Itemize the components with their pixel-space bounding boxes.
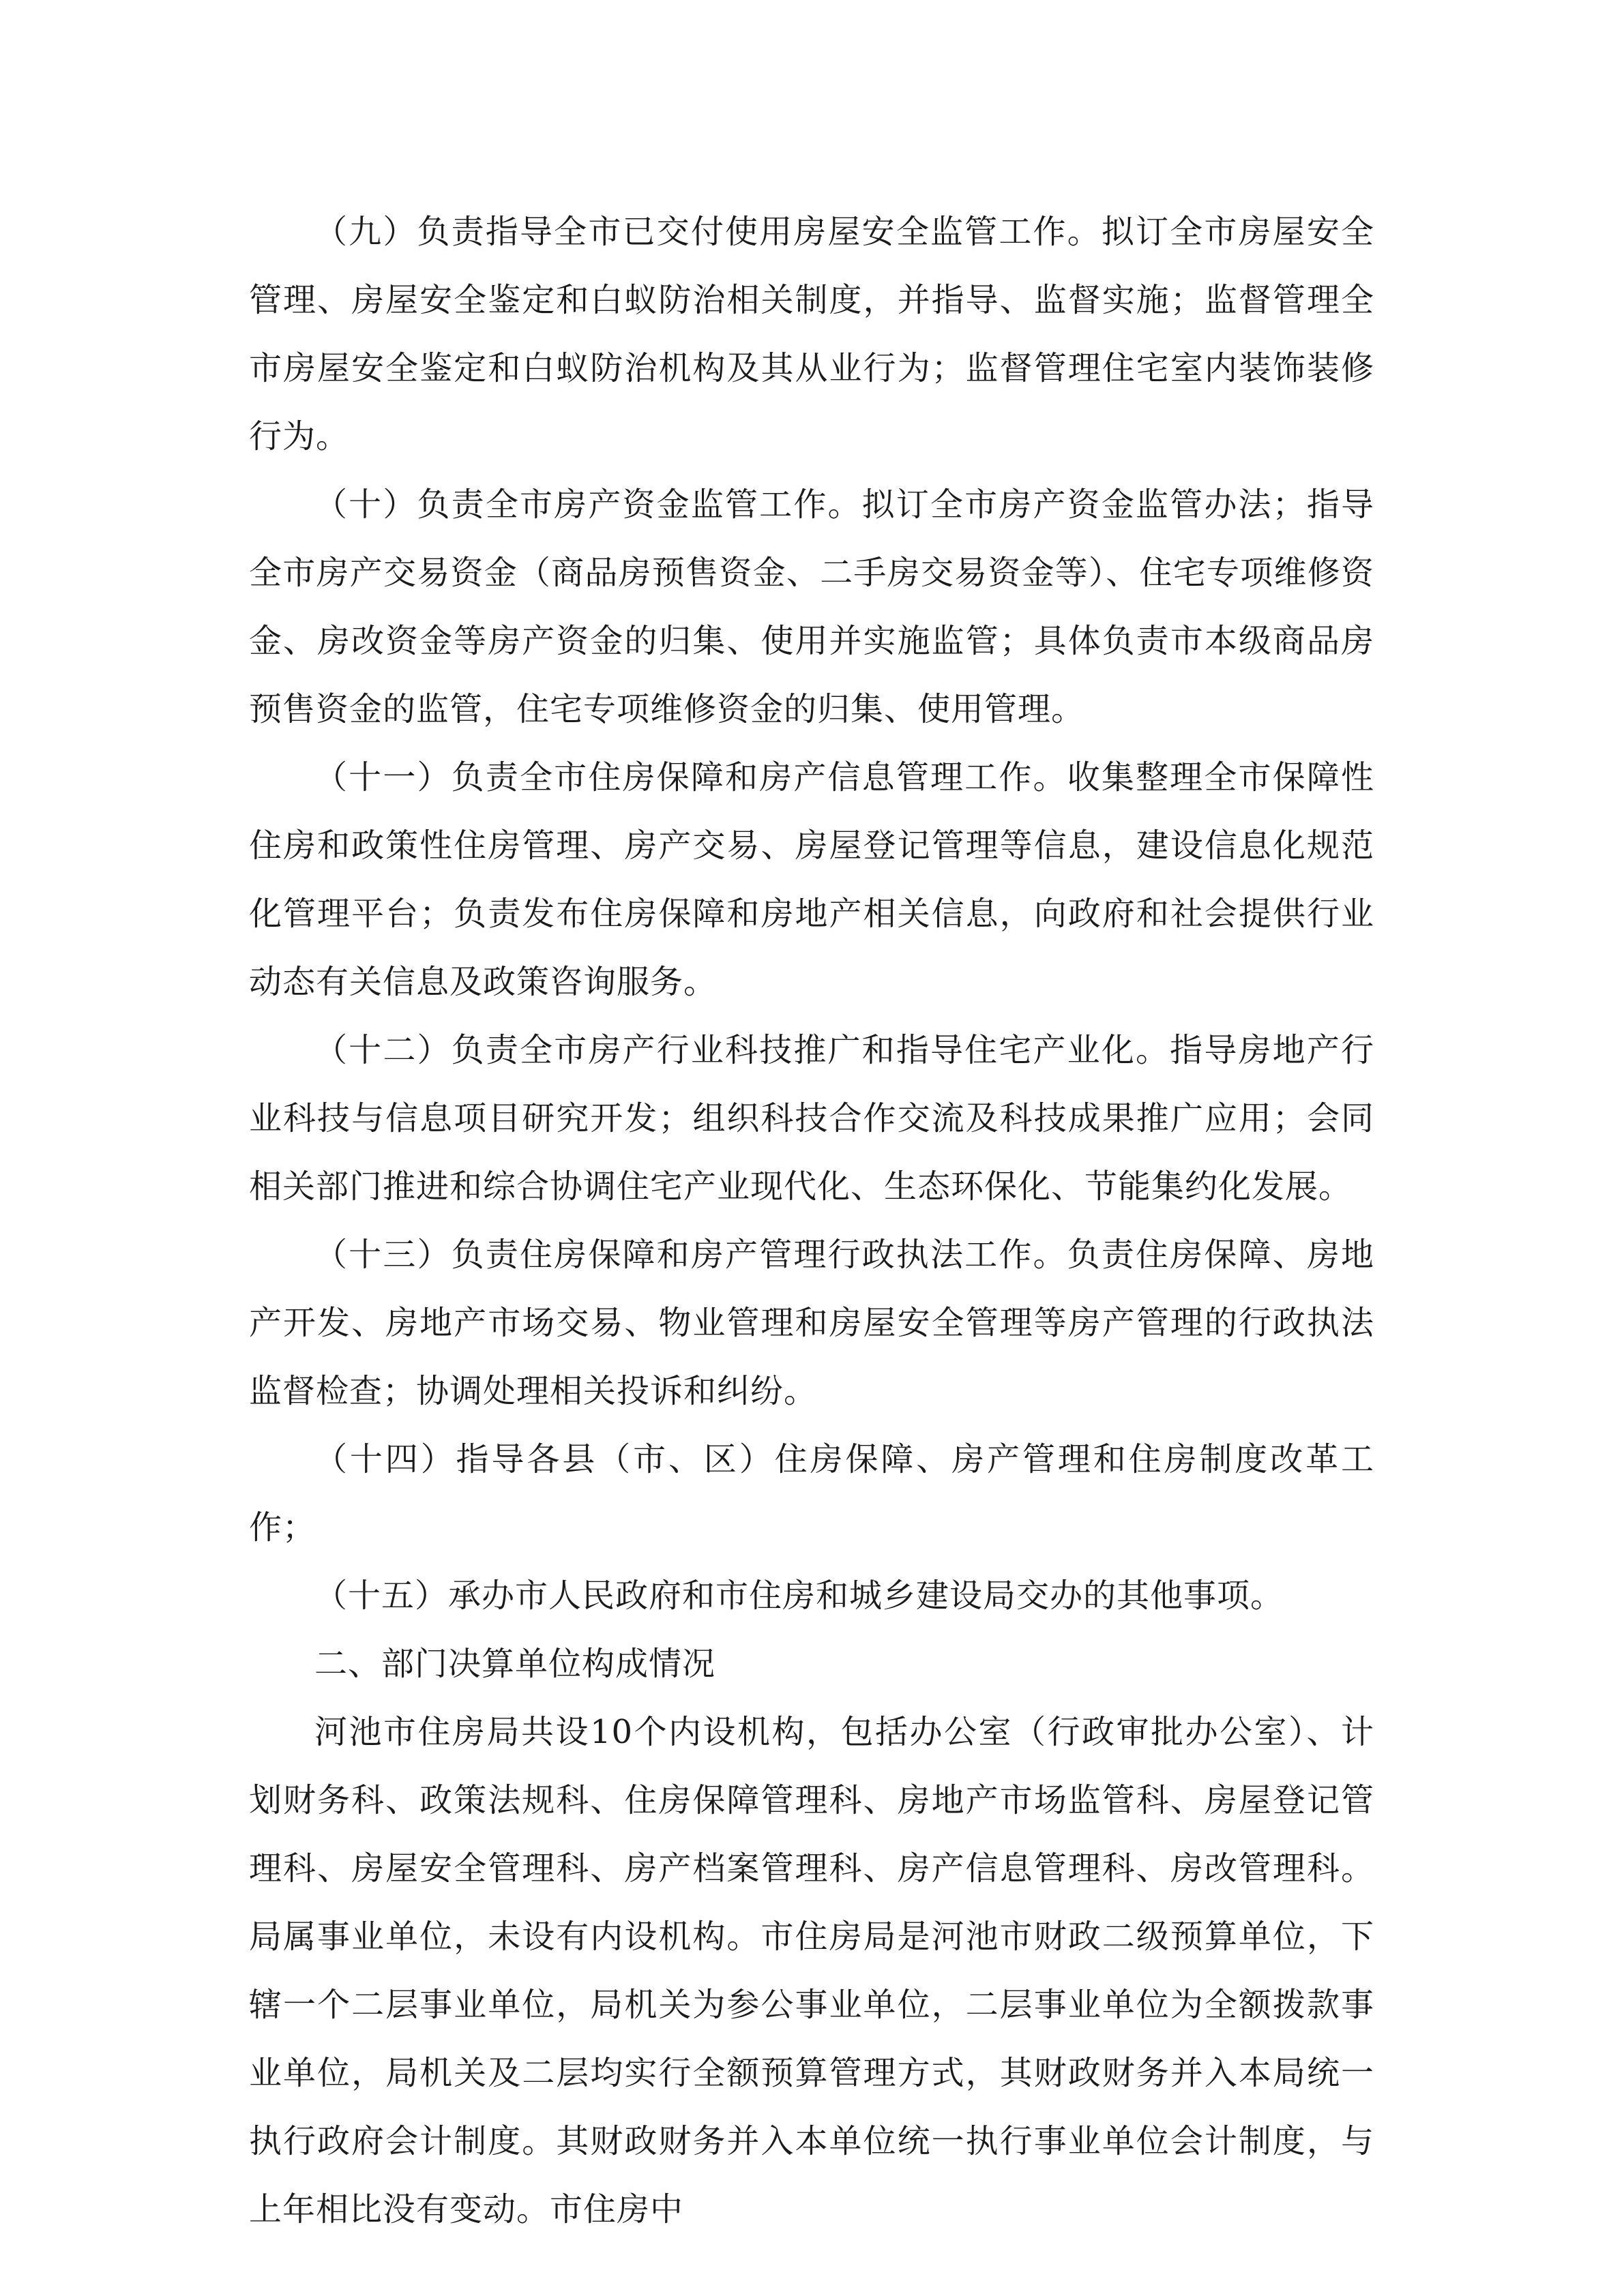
section-paragraph: 河池市住房局共设10个内设机构，包括办公室（行政审批办公室）、计划财务科、政策法规科、住房保障管理科、房地产市场监管科、房屋登记管理科、房屋安全管理科、房产档案管理科、房产信息管理科、房改管理科。局属事业单位，未设有内设机构。市住房局是河池市财政二级预算单位，下辖一个二层事业单位，局机关为参公事业单位，二层事业单位为全额拨款事业单位，局机关及二层均实行全额预算管理方式，其财政财务并入本局统一执行政府会计制度。其财政财务并入本单位统一执行事业单位会计制度，与上年相比没有变动。市住房中 [249,1713,1374,2228]
paragraph-item-15: （十五）承办市人民政府和市住房和城乡建设局交办的其他事项。 [314,1577,1284,1615]
paragraph-item-14: （十四）指导各县（市、区）住房保障、房产管理和住房制度改革工作； [249,1440,1374,1547]
paragraph-item-12: （十二）负责全市房产行业科技推广和指导住宅产业化。指导房地产行业科技与信息项目研究开发；组织科技合作交流及科技成果推广应用；会同相关部门推进和综合协调住宅产业现代化、生态环保化、节能集约化发展。 [249,1031,1374,1206]
section-heading: 二、部门决算单位构成情况 [314,1645,716,1683]
paragraph-item-13: （十三）负责住房保障和房产管理行政执法工作。负责住房保障、房地产开发、房地产市场交易、物业管理和房屋安全管理等房产管理的行政执法监督检查；协调处理相关投诉和纠纷。 [249,1236,1374,1410]
paragraph-item-10: （十）负责全市房产资金监管工作。拟订全市房产资金监管办法；指导全市房产交易资金（商品房预售资金、二手房交易资金等）、住宅专项维修资金、房改资金等房产资金的归集、使用并实施监管；具体负责市本级商品房预售资金的监管，住宅专项维修资金的归集、使用管理。 [249,486,1374,728]
paragraph-item-9: （九）负责指导全市已交付使用房屋安全监管工作。拟订全市房屋安全管理、房屋安全鉴定和白蚁防治相关制度，并指导、监督实施；监督管理全市房屋安全鉴定和白蚁防治机构及其从业行为；监督管理住宅室内装饰装修行为。 [249,213,1374,456]
paragraph-item-11: （十一）负责全市住房保障和房产信息管理工作。收集整理全市保障性住房和政策性住房管理、房产交易、房屋登记管理等信息，建设信息化规范化管理平台；负责发布住房保障和房地产相关信息，向政府和社会提供行业动态有关信息及政策咨询服务。 [249,758,1374,1001]
document-body [249,198,1374,2243]
